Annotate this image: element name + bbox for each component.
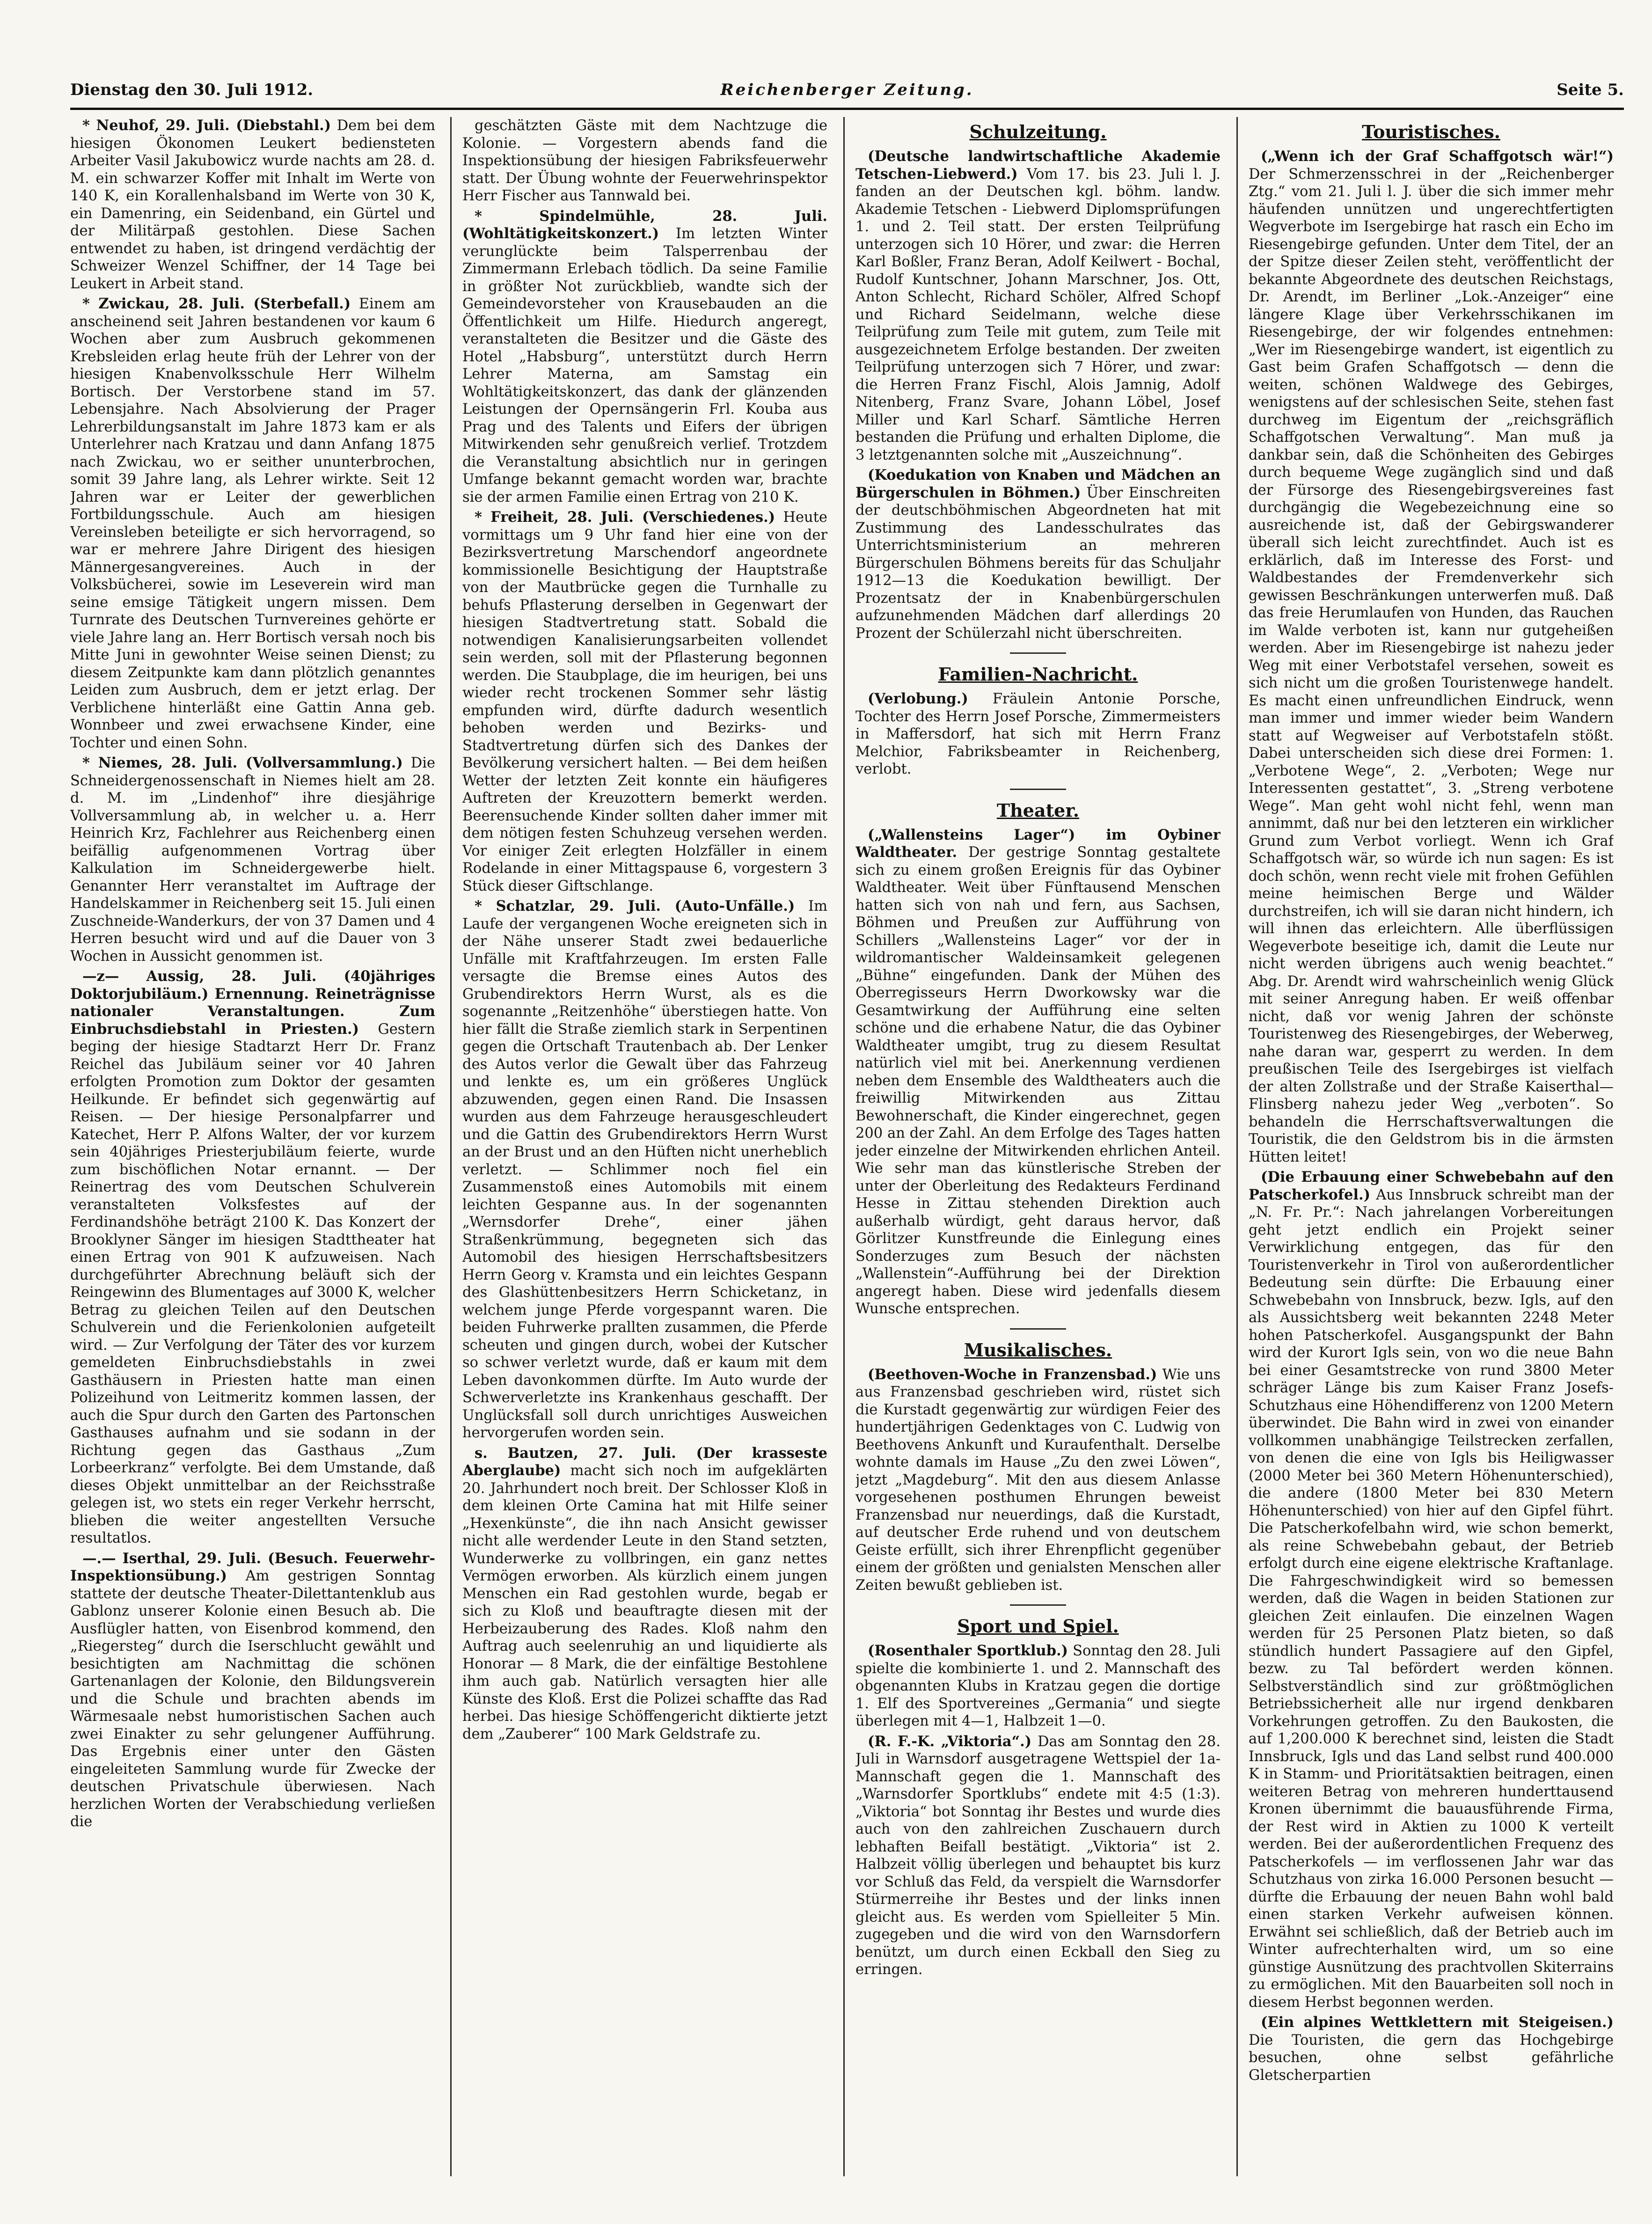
article-body: Am gestrigen Sonntag stattete der deutsche Theater-Dilettantenklub aus Gablonz unserer Kolonie einen Besuch ab. Die Ausflügler hatten, von Eisenbrod kommend, den „Riegersteg“ durch die Iserschlucht gewählt und besichtigten am Nachmittag die schönen Gartenanlagen der Kolonie, den Bildungsverein und die Schule und brachten abends im Wärmesaale nebst humoristischen Sachen auch zwei Einakter zu sehr gelungener Aufführung. Das Ergebnis einer unter den Gästen eingeleiteten Sammlung wurde für Zwecke der deutschen Privatschule überwiesen. Nach herzlichen Worten der Verabschiedung verließen die — [70, 1568, 435, 1830]
article-body: macht sich noch im aufgeklärten 20. Jahrhundert noch breit. Der Schlosser Kloß in dem kleinen Orte Camina hat mit Hilfe seiner „Hexenkünste“, die ihn nach Ansicht gewisser nicht alle werdender Leute in den Stand setzten, Wunderwerke zu vollbringen, ein ganz nettes Vermögen erworben. Als kürzlich einem jungen Menschen ein Rad gestohlen wurde, begab er sich zu Kloß und beauftragte diesen mit der Herbeizauberung des Rades. Kloß nahm den Auftrag auch seelenruhig an und liquidierte als Honorar — 8 Mark, die der einfältige Bestohlene ihm auch gab. Natürlich versagten hier alle Künste des Kloß. Erst die Polizei schaffte das Rad herbei. Das hiesige Schöffengericht diktierte jetzt dem „Zauberer“ 100 Mark Geldstrafe zu. — [462, 1463, 827, 1742]
article-body: Die Touristen, die gern das Hochgebirge besuchen, ohne selbst gefährliche Gletscherpartien — [1249, 2032, 1614, 2084]
article-body: Fräulein Antonie Porsche, Tochter des Herrn Josef Porsche, Zimmermeisters in Maffersdorf, hat sich mit Herrn Franz Melchior, Fabriksbeamter in Reichenberg, verlobt. — [855, 691, 1221, 777]
article — [70, 1550, 435, 1831]
article — [70, 968, 435, 1547]
article-heading: (Koedukation von Knaben und Mädchen an Bürgerschulen in Böhmen.) — [855, 467, 1221, 501]
article-heading: (Die Erbauung einer Schwebebahn auf den Patscherkofel.) — [1249, 1169, 1614, 1203]
issue-date: Dienstag den 30. Juli 1912. — [70, 80, 314, 99]
article — [462, 898, 827, 1442]
section-heading: Theater. — [996, 799, 1080, 821]
article-body: Im letzten Winter verunglückte beim Talsperrenbau der Zimmermann Erlebach tödlich. Da seine Familie in größter Not zurückblieb, wandte sich der Gemeindevorsteher von Krausebauden an die Öffentlichkeit um Hilfe. Hiedurch angeregt, veranstalteten die Besitzer und die Gäste des Hotel „Habsburg“, unterstützt durch Herrn Lehrer Materna, am Samstag ein Wohltätigkeitskonzert, das dank der glänzenden Leistungen der Opernsängerin Frl. Kouba aus Prag und des Talents und Eifers der übrigen Mitwirkenden sehr genußreich verlief. Trotzdem die Veranstaltung absichtlich nur in geringen Umfange bekannt gemacht worden war, brachte sie der armen Familie einen Ertrag von 210 K. — [462, 226, 827, 505]
article — [462, 509, 827, 895]
article-heading: * Zwickau, 28. Juli. (Sterbefall.) — [82, 295, 351, 312]
column-1 — [70, 117, 435, 2186]
article — [855, 690, 1221, 778]
section-heading: Familien-Nachricht. — [938, 664, 1138, 685]
article — [855, 467, 1221, 642]
article — [70, 117, 435, 293]
article-heading: * Spindelmühle, 28. Juli. (Wohltätigkeitskonzert.) — [462, 207, 827, 242]
article — [462, 117, 827, 205]
section-heading: Schulzeitung. — [969, 121, 1107, 142]
column-2 — [462, 117, 827, 2186]
column-divider — [1236, 117, 1238, 2176]
article-heading: —.— Iserthal, 29. Juli. (Besuch. Feuerwehr-Inspektionsübung.) — [70, 1550, 435, 1584]
article-heading: (Deutsche landwirtschaftliche Akademie Tetschen-Liebwerd.) — [855, 148, 1221, 183]
article — [70, 754, 435, 965]
article — [1249, 148, 1614, 1166]
article — [462, 1445, 827, 1743]
article — [462, 208, 827, 506]
section-divider — [1010, 1328, 1066, 1330]
article-body: Vom 17. bis 23. Juli l. J. fanden an der Deutschen kgl. böhm. landw. Akademie Tetschen - Liebwerd Diplomsprüfungen 1. und 2. Teil statt. Der ersten Teilprüfung unterzogen sich 10 Hörer, und zwar: die Herren Karl Boßler, Franz Beran, Adolf Keilwert - Bochal, Rudolf Kuntschner, Johann Marschner, Jos. Ott, Anton Schlecht, Richard Schöler, Alfred Schopf und Richard Seidelmann, welche diese Teilprüfung zum Teile mit gutem, zum Teile mit ausgezeichnetem Erfolge bestanden. Der zweiten Teilprüfung unterzogen sich 7 Hörer, und zwar: die Herren Franz Fischl, Alois Jamnig, Adolf Nitenberg, Franz Svare, Johann Löbel, Josef Miller und Karl Scharf. Sämtliche Herren bestanden die Prüfung und erhalten Diplome, die 3 letztgenannten solche mit „Auszeichnung“. — [855, 166, 1221, 463]
article-heading: (R. F.-K. „Viktoria“.) — [868, 1733, 1032, 1750]
article-body: Dem bei dem hiesigen Ökonomen Leukert bediensteten Arbeiter Vasil Jakubowicz wurde nachts am 28. d. M. ein schwarzer Koffer mit Inhalt im Werte von 140 K, ein Korallenhalsband im Werte von 30 K, ein Damenring, ein Seidenband, ein Gürtel und der Militärpaß gestohlen. Diese Sachen entwendet zu haben, ist dringend verdächtig der Schweizer Wenzel Schiffner, der 14 Tage bei Leukert in Arbeit stand. — [70, 117, 435, 292]
article-body: Das am Sonntag den 28. Juli in Warnsdorf ausgetragene Wettspiel der 1a-Mannschaft gegen die 1. Mannschaft des „Warnsdorfer Sportklubs“ endete mit 4:5 (1:3). „Viktoria“ bot Sonntag ihr Bestes und wurde dies auch von den zahlreichen Zuschauern durch lebhaften Beifall bestätigt. „Viktoria“ ist 2. Halbzeit völlig überlegen und behauptet bis kurz vor Schluß das Feld, da verspielt die Warnsdorfer Stürmerreihe ihr Bestes und der links innen gleicht aus. Es werden vom Spielleiter 5 Min. zugegeben und die wird von den Warnsdorfern benützt, um durch einen Eckball den Sieg zu erringen. — [855, 1733, 1221, 1978]
section-heading: Sport und Spiel. — [957, 1616, 1119, 1637]
article-body: Wie uns aus Franzensbad geschrieben wird, rüstet sich die Kurstadt gegenwärtig zur würdigen Feier des hundertjährigen Gedenktages von C. Ludwig von Beethovens Ankunft und Kuraufenthalt. Derselbe wohnte damals im Hause „Zu den zwei Löwen“, jetzt „Magdeburg“. Mit den aus diesem Anlasse vorgesehenen posthumen Ehrungen beweist Franzensbad nur neuerdings, daß die Kurstadt, auf deutscher Erde ruhend und von deutschem Geiste erfüllt, sich ihrer Ehrenpflicht gegenüber einem der größten und genialsten Menschen aller Zeiten bewußt geblieben ist. — [855, 1366, 1221, 1594]
column-3 — [855, 117, 1221, 2186]
article-body: Der Schmerzensschrei in der „Reichenberger Ztg.“ vom 21. Juli l. J. über die sich immer mehr häufenden unnützen und ungerechtfertigten Wegverbote im Isergebirge hat rasch ein Echo im Riesengebirge gefunden. Unter dem Titel, der an der Spitze dieser Zeilen steht, veröffentlicht der bekannte Abgeordnete des deutschen Reichstags, Dr. Arendt, im Berliner „Lok.-Anzeiger“ eine längere Klage über Verkehrsschikanen im Riesengebirge, der wir folgendes entnehmen: „Wer im Riesengebirge wandert, ist eigentlich zu Gast beim Grafen Schaffgotsch — denn die weiten, schönen Waldwege des Gebirges, wenigstens auf der schlesischen Seite, stehen fast durchweg im Eigentum der „reichsgräflich Schaffgotschen Verwaltung“. Man muß ja dankbar sein, daß die Schönheiten des Gebirges durch bequeme Wege zugänglich sind und daß der Fürsorge des Riesengebirgsvereines fast durchgängig die Wegebezeichnung eine so ausreichende ist, daß der Gebirgswanderer überall sich leicht zurechtfindet. Auch ist es erklärlich, daß im Interesse des Forst- und Waldbestandes der Fremdenverkehr sich gewissen Beschränkungen unterwerfen muß. Daß das freie Herumlaufen von Hunden, das Rauchen im Walde verboten ist, kann nur gutgeheißen werden. Aber im Riesengebirge ist nahezu jeder Weg mit einer Verbotstafel versehen, soweit es sich nicht um die großen Touristenwege handelt. Es macht einen unfreundlichen Eindruck, wenn man immer und immer wieder beim Wandern statt auf Wegweiser auf Verbotstafeln stößt. Dabei unterscheiden sich diese drei Formen: 1. „Verbotene Wege“, 2. „Verboten; Wege nur Interessenten gestattet“, 3. „Streng verbotene Wege“. Man geht wohl nicht fehl, wenn man annimmt, daß nur bei den letzteren ein wirklicher Grund zum Verbot vorliegt. Wenn ich Graf Schaffgotsch wär, so würde ich nun sagen: Es ist doch schön, wenn recht viele mit frohen Gefühlen meine heimischen Berge und Wälder durchstreifen, ich will sie daran nicht hindern, ich will ihnen das erleichtern. Alle überflüssigen Wegeverbote beseitige ich, damit die Leute nur nicht werden übrigens auch wenig beachtet.“ Abg. Dr. Arendt wird wahrscheinlich wenig Glück mit seiner Anregung haben. Er weiß offenbar nicht, daß vor wenig Jahren der schönste Touristenweg des Riesengebirges, der Weberweg, nahe daran war, gesperrt zu werden. In dem preußischen Teile des Isergebirges ist vielfach der alten Zollstraße und der Straße Kaiserthal—Flinsberg nahezu jeder Weg „verboten“. So behandeln die Herrschaftsverwaltungen die Touristik, die den Geldstrom bis in die ärmsten Hütten leitet! — [1249, 166, 1614, 1165]
article-body: Im Laufe der vergangenen Woche ereigneten sich in der Nähe unserer Stadt zwei bedauerliche Unfälle mit Kraftfahrzeugen. Im ersten Falle versagte die Bremse eines Autos des Grubendirektors Herrn Wurst, als es die sogenannte „Reitzenhöhe“ überstiegen hatte. Von hier fällt die Straße ziemlich stark in Serpentinen gegen die Ortschaft Trautenbach ab. Der Lenker des Autos verlor die Gewalt über das Fahrzeug und lenkte es, um ein größeres Unglück abzuwenden, gegen einen Rand. Die Insassen wurden aus dem Fahrzeuge herausgeschleudert und die Gattin des Grubendirektors Herrn Wurst an der Brust und an den Hüften nicht unerheblich verletzt. — Schlimmer noch fiel ein Zusammenstoß eines Automobils mit einem leichten Gespanne aus. In der sogenannten „Wernsdorfer Drehe“, einer jähen Straßenkrümmung, begegneten sich das Automobil des hiesigen Herrschaftsbesitzers Herrn Georg v. Kramsta und ein leichtes Gespann des Glashüttenbesitzers Herrn Schicketanz, in welchem junge Pferde vorgespannt waren. Die beiden Fuhrwerke prallten zusammen, die Pferde scheuten und gingen durch, wobei der Kutscher so schwer verletzt wurde, daß er kaum mit dem Leben davonkommen dürfte. Im Auto wurde der Schwerverletzte ins Krankenhaus geschafft. Der Unglücksfall soll durch unrichtiges Ausweichen hervorgerufen worden sein. — [462, 898, 827, 1441]
article-heading: * Niemes, 28. Juli. (Vollversammlung.) — [82, 754, 403, 771]
article-body: Aus Innsbruck schreibt man der „N. Fr. Pr.“: Nach jahrelangen Vorbereitungen geht jetzt endlich ein Projekt seiner Verwirklichung entgegen, das für den Touristenverkehr in Tirol von außerordentlicher Bedeutung sein dürfte: Die Erbauung einer Schwebebahn von Innsbruck, bezw. Igls, auf den als Aussichtsberg weit bekannten 2248 Meter hohen Patscherkofel. Ausgangspunkt der Bahn wird der Kurort Igls sein, von wo die neue Bahn bei einer Gesamtstrecke von rund 3800 Meter schräger Länge bis zum Kaiser Franz Josefs-Schutzhaus eine Höhendifferenz von 1200 Metern überwindet. Die Bahn wird in zwei von einander vollkommen unabhängige Teilstrecken zerfallen, von denen die eine von Igls bis Heiligwasser (2000 Meter bei 360 Metern Höhenunterschied), die andere (1800 Meter bei 830 Metern Höhenunterschied) von hier auf den Gipfel führt. Die Patscherkofelbahn wird, wie schon bemerkt, als reine Schwebebahn gebaut, der Betrieb erfolgt durch eine eigene elektrische Kraftanlage. Die Fahrgeschwindigkeit wird so bemessen werden, daß die Wagen in beiden Stationen zur gleichen Zeit einlaufen. Die einzelnen Wagen werden für 25 Personen Platz bieten, so daß stündlich hundert Passagiere auf den Gipfel, bezw. zu Tal befördert werden können. Selbstverständlich sind zur größtmöglichen Betriebssicherheit alle nur irgend denkbaren Vorkehrungen getroffen. Zu den Baukosten, die auf 1,200.000 K berechnet sind, leisten die Stadt Innsbruck, Igls und das Land selbst rund 400.000 K in Stamm- und Prioritätsaktien beitragen, einen weiteren Betrag von mehreren hunderttausend Kronen übernimmt die bauausführende Firma, der Rest wird in Aktien zu 1000 K verteilt werden. Bei der außerordentlichen Frequenz des Patscherkofels — im verflossenen Jahr war das Schutzhaus von zirka 16.000 Personen besucht — dürfte die Erbauung der neuen Bahn wohl bald einen starken Verkehr aufweisen können. Erwähnt sei schließlich, daß der Betrieb auch im Winter aufrechterhalten wird, um so eine günstige Ausnützung des prachtvollen Skiterrains zu ermöglichen. Mit den Bauarbeiten soll noch in diesem Herbst begonnen werden. — [1249, 1186, 1614, 2011]
column-divider — [450, 117, 452, 2176]
article — [1249, 1169, 1614, 2011]
page-number: Seite 5. — [1557, 80, 1624, 99]
article-heading: (Rosenthaler Sportklub.) — [868, 1642, 1068, 1659]
article-heading: („Wenn ich der Graf Schaffgotsch wär!“) — [1261, 148, 1614, 165]
article-heading: s. Bautzen, 27. Juli. (Der krasseste Aberglaube) — [462, 1444, 827, 1479]
article-heading: („Wallensteins Lager“) im Oybiner Waldtheater. — [855, 826, 1221, 861]
column-4 — [1249, 117, 1614, 2186]
section-divider — [1010, 652, 1066, 654]
article — [855, 827, 1221, 1318]
article-body: Gestern beging der hiesige Stadtarzt Herr Dr. Franz Reichel das Jubiläum seiner vor 40 Jahren erfolgten Promotion zum Doktor der gesamten Heilkunde. Er befindet sich gegenwärtig auf Reisen. — Der hiesige Personalpfarrer und Katechet, Herr P. Alfons Walter, der vor kurzem sein 40jähriges Priesterjubiläum feierte, wurde zum bischöflichen Notar ernannt. — Der Reinertrag des vom Deutschen Schulverein veranstalteten Volksfestes auf der Ferdinandshöhe beträgt 2100 K. Das Konzert der Brooklyner Sänger im hiesigen Stadttheater hat einen Ertrag von 901 K aufzuweisen. Nach durchgeführter Abrechnung beläuft sich der Reingewinn des Blumentages auf 3000 K, welcher Betrag zu gleichen Teilen auf den Deutschen Schulverein und die Ferienkolonien aufgeteilt wird. — Zur Verfolgung der Täter des vor kurzem gemeldeten Einbruchsdiebstahls in zwei Gasthäusern in Priesten hatte man einen Polizeihund von Leitmeritz kommen lassen, der auch die Spur durch den Garten des Partonschen Gasthauses aufnahm und sie sodann in der Richtung gegen das Gasthaus „Zum Lorbeerkranz“ verfolgte. Bei dem Umstande, daß dieses Objekt unmittelbar an der Reichsstraße gelegen ist, wo stets ein reger Verkehr herrscht, blieben die weiter angestellten Versuche resultatlos. — [70, 1021, 435, 1546]
article-heading: * Freiheit, 28. Juli. (Verschiedenes.) — [475, 509, 775, 526]
masthead — [70, 76, 1624, 109]
section-divider — [1010, 789, 1066, 790]
article-heading: * Neuhof, 29. Juli. (Diebstahl.) — [82, 117, 331, 134]
article-body: Die Schneidergenossenschaft in Niemes hielt am 28. d. M. im „Lindenhof“ ihre diesjährige Vollversammlung ab, in welcher u. a. Herr Heinrich Krz, Fachlehrer aus Reichenberg einen beifällig aufgenommenen Vortrag über Kalkulation im Schneidergewerbe hielt. Genannter Herr veranstaltet im Auftrage der Handelskammer in Reichenberg seit 15. Juli einen Zuschneide-Wanderkurs, der von 37 Damen und 4 Herren besucht wird und auf die Dauer von 3 Wochen in Aussicht genommen ist. — [70, 755, 435, 965]
section-heading: Touristisches. — [1362, 121, 1500, 142]
article-body: Sonntag den 28. Juli spielte die kombinierte 1. und 2. Mannschaft des obgenannten Klubs in Kratzau gegen die dortige 1. Elf des Sportvereines „Germania“ und siegte überlegen mit 4—1, Halbzeit 1—0. — [855, 1643, 1221, 1729]
article-body: Einem am anscheinend seit Jahren bestandenen vor kaum 6 Wochen aber zum Ausbruch gekommenen Krebsleiden erlag heute früh der Lehrer von der hiesigen Knabenvolksschule Herr Wilhelm Bortisch. Der Verstorbene stand im 57. Lebensjahre. Nach Absolvierung der Prager Lehrerbildungsanstalt im Jahre 1873 kam er als Unterlehrer nach Kratzau und dann Anfang 1875 nach Zwickau, wo er seither ununterbrochen, somit 39 Jahre lang, als Lehrer wirkte. Seit 12 Jahren war er Leiter der gewerblichen Fortbildungsschule. Auch am hiesigen Vereinsleben beteiligte er sich hervorragend, so war er mehrere Jahre Dirigent des hiesigen Männergesangvereines. Auch in der Volksbücherei, sowie im Leseverein wird man seine emsige Tätigkeit ungern missen. Dem Turnrate des Deutschen Turnvereines gehörte er viele Jahre lang an. Herr Bortisch versah noch bis Mitte Juni in gewohnter Weise seinen Dienst; zu diesem Zeitpunkte kam dann plötzlich genanntes Leiden zum Ausbruch, dem er jetzt erlag. Der Verblichene hinterläßt eine Gattin Anna geb. Wonnbeer und zwei erwachsene Kinder, eine Tochter und einen Sohn. — [70, 296, 435, 751]
article — [855, 148, 1221, 464]
article-heading: (Ein alpines Wettklettern mit Steigeisen.) — [1261, 2014, 1614, 2031]
article-heading: —z— Aussig, 28. Juli. (40jähriges Doktorjubiläum.) Ernennung. Reineträgnisse nationaler Veranstaltungen. Zum Einbruchsdiebstahl in Priesten.) — [70, 968, 435, 1038]
article-body: Der gestrige Sonntag gestaltete sich zu einem großen Ereignis für das Oybiner Waldtheater. Weit über Fünftausend Menschen hatten sich von nah und fern, aus Sachsen, Böhmen und Preußen zur Aufführung von Schillers „Wallensteins Lager“ vor der in wildromantischer Waldeinsamkeit gelegenen „Bühne“ eingefunden. Dank der Mühen des Oberregisseurs Herrn Dworkowsky war die Gesamtwirkung der Aufführung eine selten schöne und die erhabene Natur, die das Oybiner Waldtheater umgibt, trug zu diesem Resultat natürlich viel mit bei. Anerkennung verdienen neben dem Ensemble des Waldtheaters auch die freiwillig Mitwirkenden aus Zittau Bewohnerschaft, die Kinder eingerechnet, gegen 200 an der Zahl. An dem Erfolge des Tages hatten jeder einzelne der Mitwirkenden ehrlichen Anteil. Wie sehr man das künstlerische Streben der unter der Oberleitung des Redakteurs Ferdinand Hesse in Zittau stehenden Direktion auch außerhalb würdigt, geht daraus hervor, daß Görlitzer Kunstfreunde die Einlegung eines Sonderzuges zum Besuch der nächsten „Wallenstein“-Aufführung bei der Direktion angeregt haben. Diese wird jedenfalls diesem Wunsche entsprechen. — [855, 844, 1221, 1317]
article — [1249, 2014, 1614, 2084]
newspaper-title: Reichenberger Zeitung. — [720, 80, 974, 99]
newspaper-page — [70, 70, 1624, 2195]
article-heading: (Verlobung.) — [868, 690, 968, 707]
header-rule — [70, 108, 1624, 110]
article-body: Über Einschreiten der deutschböhmischen Abgeordneten hat mit Zustimmung des Landesschulrates das Unterrichtsministerium an mehreren Bürgerschulen Böhmens bereits für das Schuljahr 1912—13 die Koedukation bewilligt. Der Prozentsatz der in Knabenbürgerschulen aufzunehmenden Mädchen darf allerdings 20 Prozent der Schülerzahl nicht überschreiten. — [855, 484, 1221, 642]
article-heading: (Beethoven-Woche in Franzensbad.) — [868, 1366, 1157, 1383]
article — [855, 1366, 1221, 1595]
article — [70, 295, 435, 752]
article-body: geschätzten Gäste mit dem Nachtzuge die Kolonie. — Vorgestern abends fand die Inspektionsübung der hiesigen Fabriksfeuerwehr statt. Der Übung wohnte der Feuerwehrinspektor Herr Fischer aus Tannwald bei. — [462, 117, 827, 204]
article-heading: * Schatzlar, 29. Juli. (Auto-Unfälle.) — [475, 898, 795, 914]
article-body: Heute vormittags um 9 Uhr fand hier eine von der Bezirksvertretung Marschendorf angeordnete kommissionelle Besichtigung der Hauptstraße von der Mautbrücke gegen die Turnhalle zu behufs Pflasterung derselben in Gegenwart der hiesigen Stadtvertretung statt. Sobald die notwendigen Kanalisierungsarbeiten vollendet sein werden, soll mit der Pflasterung begonnen werden. Die Staubplage, die im heurigen, bei uns wieder recht trockenen Sommer sehr lästig empfunden wird, dürfte dadurch wesentlich behoben werden und Bezirks- und Stadtvertretung dürfen sich des Dankes der Bevölkerung versichert halten. — Bei dem heißen Wetter der letzten Zeit konnte ein häufigeres Auftreten der Kreuzottern bemerkt werden. Beerensuchende Kinder sollten daher immer mit dem nötigen festen Schuhzeug versehen werden. Vor einiger Zeit erlegten Holzfäller in einem Rodelande in einer Mittagspause 6, vorgestern 3 Stück dieser Giftschlange. — [462, 509, 827, 894]
section-heading: Musikalisches. — [964, 1339, 1112, 1361]
article — [855, 1642, 1221, 1730]
column-divider — [843, 117, 845, 2176]
section-divider — [1010, 1604, 1066, 1606]
article — [855, 1733, 1221, 1979]
